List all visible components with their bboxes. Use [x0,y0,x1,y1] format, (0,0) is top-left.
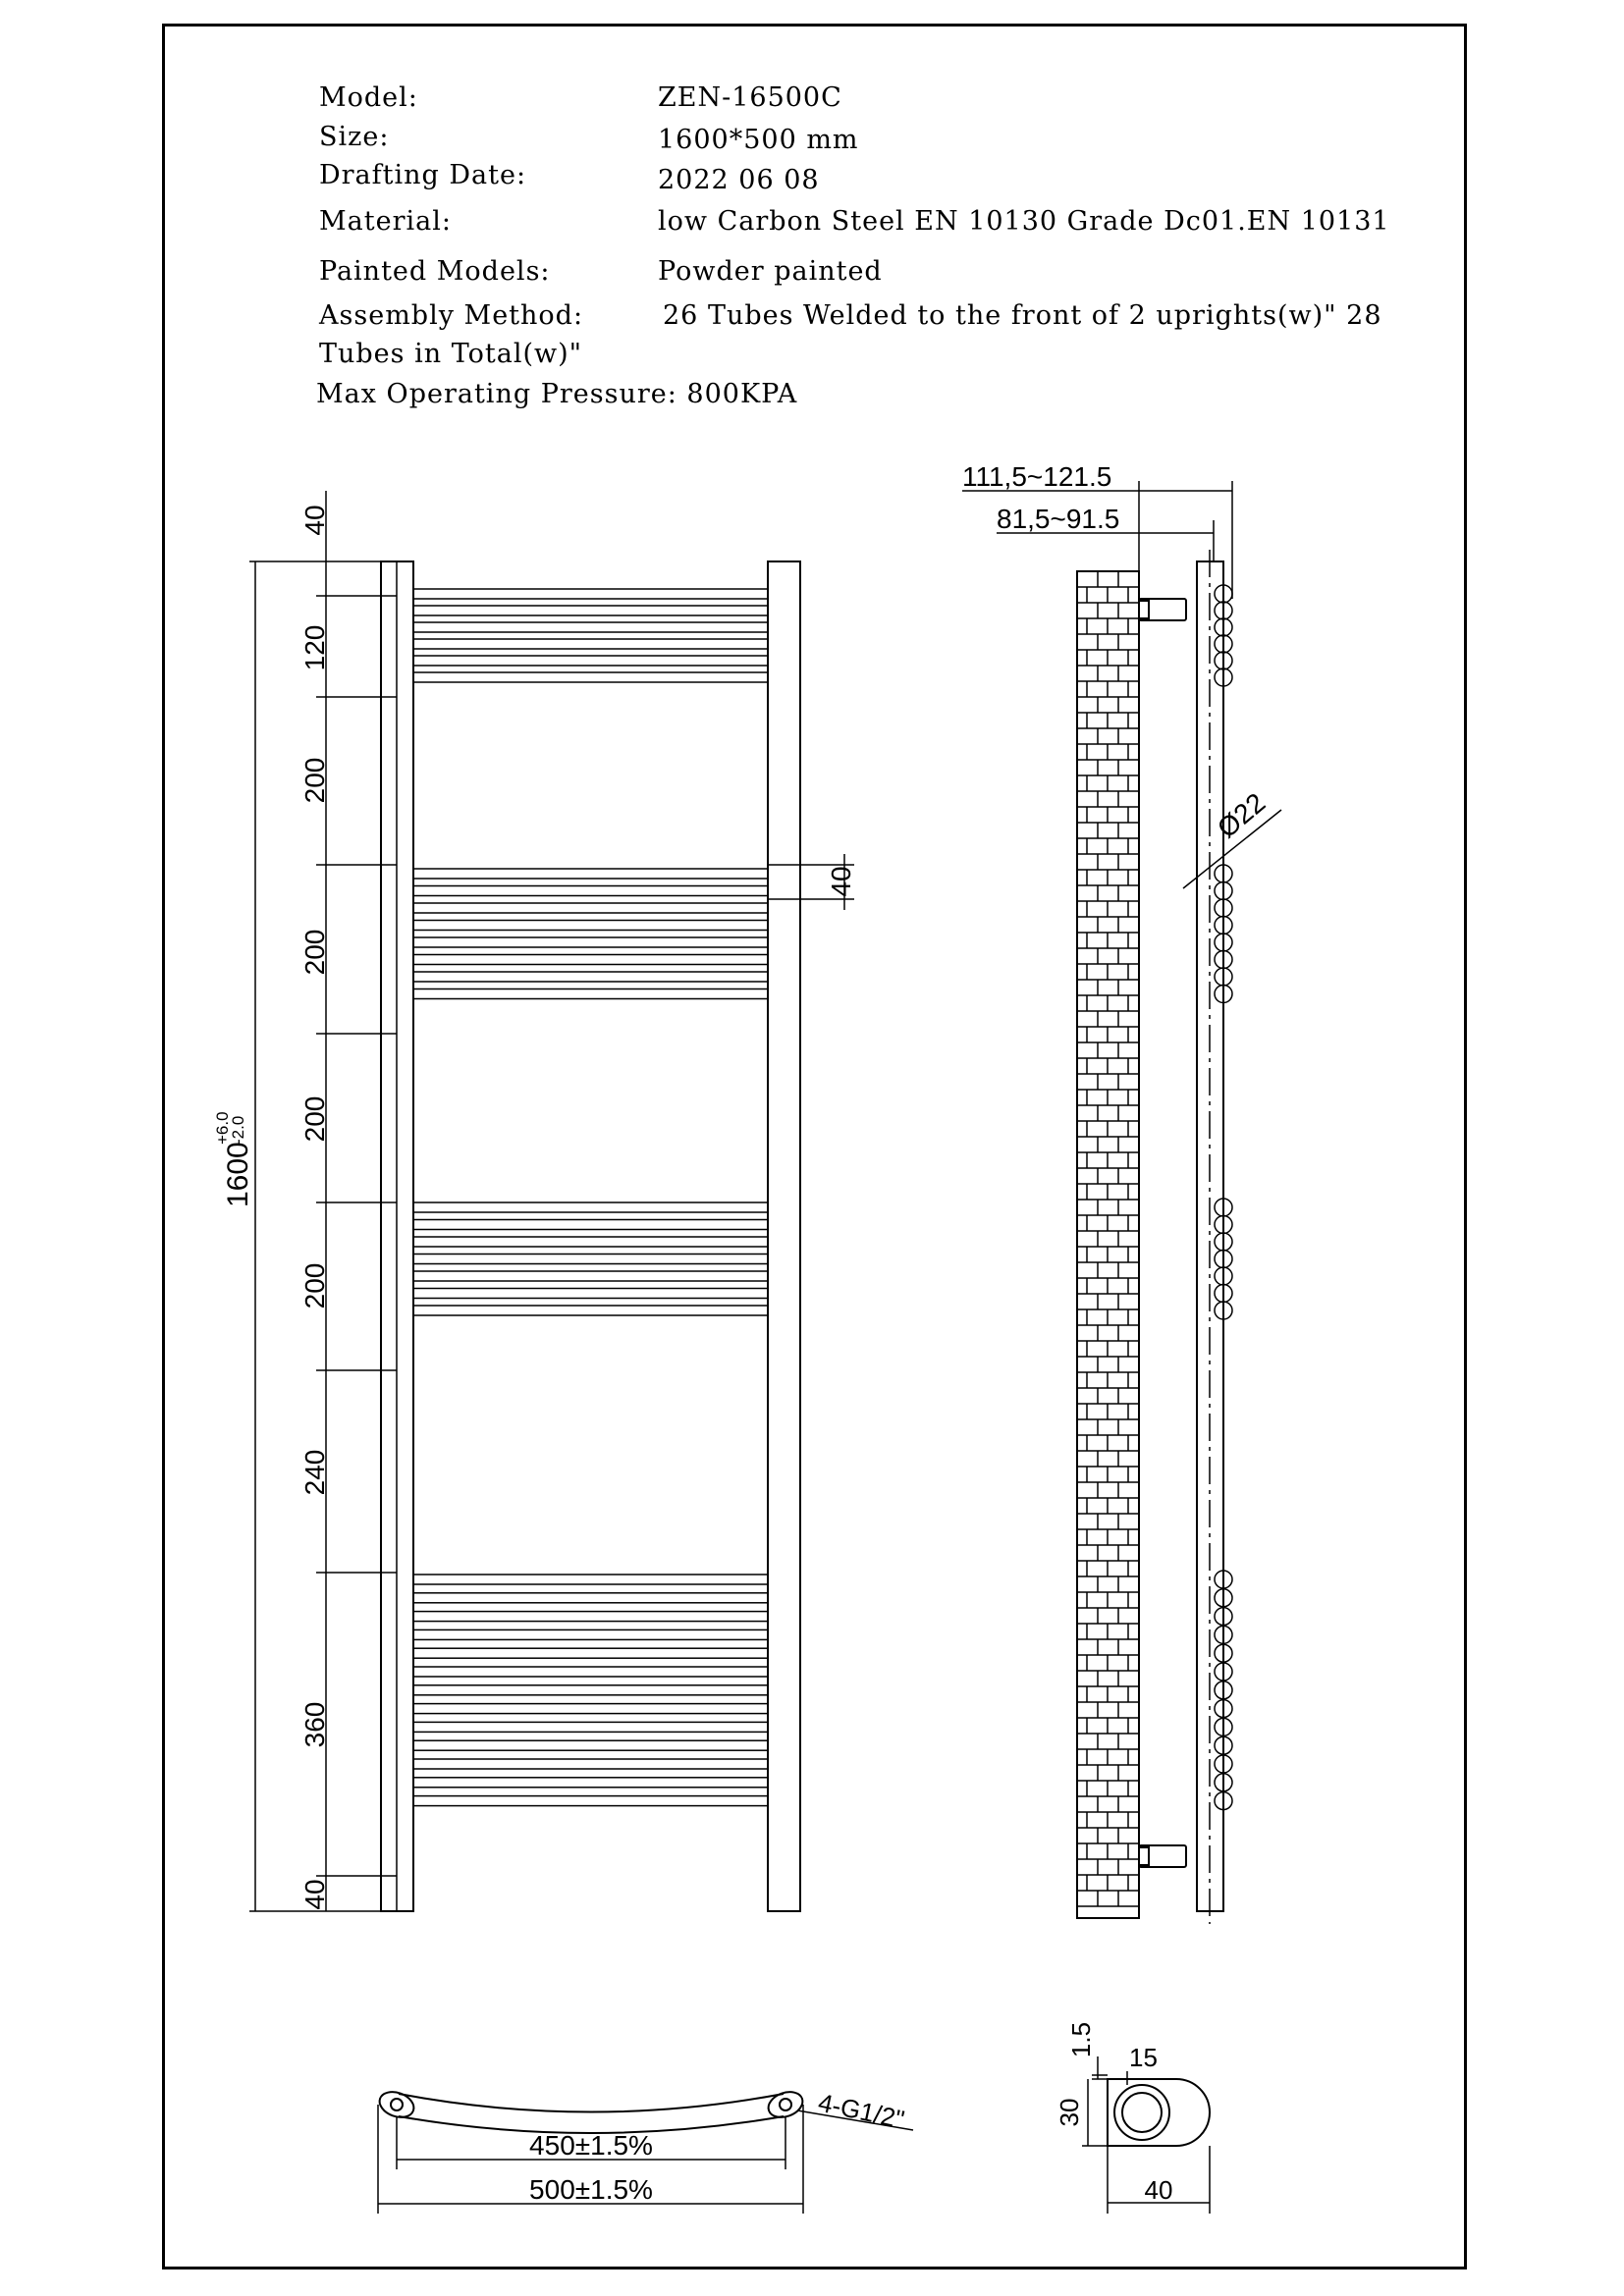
bracket-top [1139,599,1186,620]
section-dim-40: 40 [1144,2175,1173,2205]
front-tube [413,1685,768,1695]
front-tube [413,903,768,913]
front-tube [413,1612,768,1622]
model-label: Model: [319,82,418,113]
front-tube [413,1202,768,1212]
connection-spec: 4-G1/2" [815,2087,907,2135]
front-tube [413,1255,768,1264]
model-value: ZEN-16500C [658,82,842,113]
painted-models-label: Painted Models: [319,256,551,287]
front-tube [413,639,768,649]
front-tube [413,1759,768,1769]
section-dim-1-5: 1.5 [1066,2021,1096,2058]
front-tube [413,1629,768,1639]
size-label: Size: [319,122,390,152]
tolerance-plus: +6.0 [213,1111,232,1145]
material-label: Material: [319,206,452,237]
dim-200-c: 200 [299,1095,330,1143]
gap-40: 40 [826,866,856,897]
side-view [962,481,1281,1924]
tolerance-minus: -2.0 [229,1115,247,1145]
section-dim-30: 30 [1055,2098,1084,2127]
dim-top-40: 40 [299,505,330,536]
painted-models-value: Powder painted [658,256,883,287]
front-tube [413,622,768,632]
inner-width: 450±1.5% [529,2130,653,2161]
front-tube [413,921,768,931]
dim-bottom-40: 40 [299,1879,330,1910]
tube-diameter: Ø22 [1211,786,1272,844]
front-tube [413,1306,768,1315]
front-tube [413,589,768,599]
front-tube [413,1289,768,1299]
front-tube [413,1667,768,1677]
front-tube [413,1220,768,1230]
section-dim-15: 15 [1129,2043,1158,2072]
front-view [249,491,854,1911]
front-tube [413,1796,768,1806]
dim-200-d: 200 [299,1262,330,1309]
front-tube [413,1593,768,1603]
front-tube [413,1740,768,1750]
material-value: low Carbon Steel EN 10130 Grade Dc01.EN 10131 [658,206,1390,237]
wall-section [1077,571,1139,1918]
front-tube [413,886,768,896]
front-tube [413,1648,768,1658]
dim-240: 240 [299,1449,330,1496]
front-tube [413,1778,768,1788]
front-tube [413,1704,768,1714]
front-tube [413,606,768,615]
front-tube [413,656,768,666]
dim-360: 360 [299,1701,330,1748]
front-tube [413,937,768,947]
front-tube [413,955,768,965]
assembly-method-label: Assembly Method: [319,300,584,331]
front-tube [413,672,768,682]
front-tubes [413,589,768,1806]
front-tube [413,989,768,999]
front-tube [413,869,768,879]
front-tube [413,972,768,982]
outer-width: 500±1.5% [529,2174,653,2205]
total-height: 1600 [222,1142,254,1207]
front-tube [413,1237,768,1247]
assembly-method-value: 26 Tubes Welded to the front of 2 uprights(w)" 28 [663,300,1382,331]
drafting-date-label: Drafting Date: [319,160,527,190]
bracket-bottom [1139,1845,1186,1867]
max-pressure-line: Max Operating Pressure: 800KPA [316,379,798,409]
dim-200-b: 200 [299,929,330,976]
dim-200-a: 200 [299,757,330,804]
front-tube [413,1722,768,1732]
drafting-date-value: 2022 06 08 [658,165,820,195]
dim-120: 120 [299,624,330,671]
brick-hatching [1077,571,1139,1906]
dim-offset-inner: 81,5~91.5 [997,504,1120,534]
front-tube [413,1271,768,1281]
right-upright [768,561,800,1911]
size-value: 1600*500 mm [658,125,859,155]
dim-offset-outer: 111,5~121.5 [962,461,1112,492]
assembly-method-continuation: Tubes in Total(w)" [319,339,583,369]
front-tube [413,1575,768,1584]
